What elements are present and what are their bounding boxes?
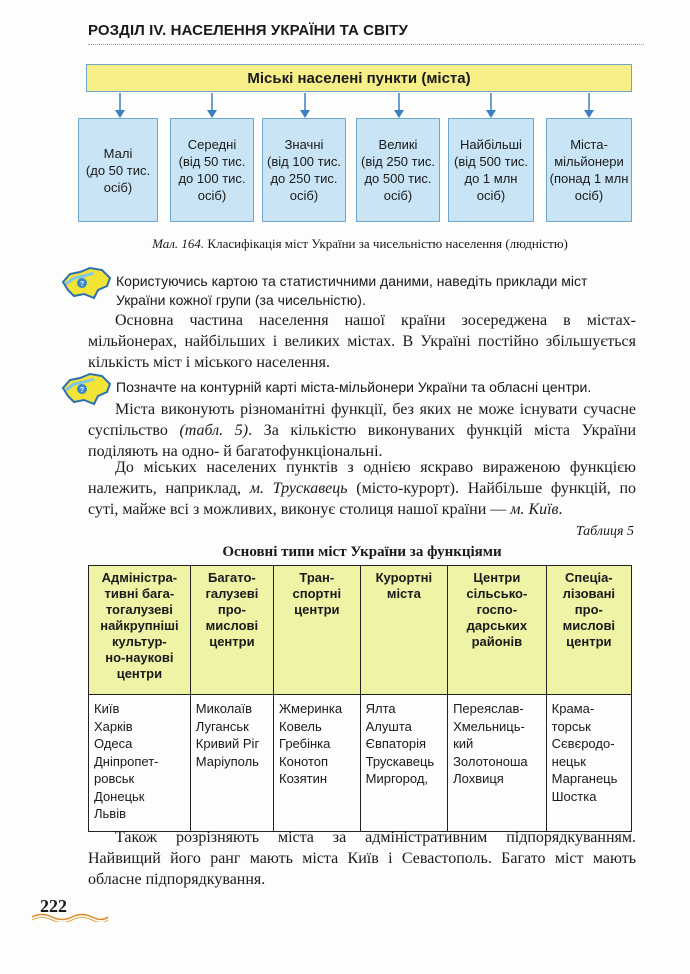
city-name: м. Київ (510, 501, 559, 518)
category-box-small: Малі (до 50 тис. осіб) (78, 118, 158, 222)
arrow-down-icon (583, 93, 595, 119)
ukraine-map-icon (60, 264, 112, 304)
table-reference: (табл. 5) (179, 422, 249, 439)
task-instruction: Користуючись картою та статистичними даними, наведіть приклади міст України кожної групи (за чисельністю). (116, 273, 588, 308)
paragraph-text: . (558, 501, 563, 518)
table-header-row (89, 566, 632, 695)
table-header: Центри сільсько- госпо- дарських районів (448, 566, 547, 695)
category-box-medium: Середні (від 50 тис. до 100 тис. осіб) (170, 118, 254, 222)
paragraph (88, 457, 636, 520)
table-header: Спеціа- лізовані про- мислові центри (546, 566, 631, 695)
table-header: Адміністра- тивні бага- тогалузеві найкрупніші культур- но-наукові центри (89, 566, 191, 695)
svg-text:?: ? (79, 281, 85, 288)
paragraph-text: До міських населених пунктів з однією яскраво вираженою функцією належить, наприклад, (88, 459, 636, 497)
table-title: Основні типи міст України за функціями (222, 544, 502, 560)
figure-caption (90, 236, 630, 252)
table-header: Багато- галузеві про- мислові центри (190, 566, 273, 695)
paragraph (88, 399, 636, 462)
arrow-down-icon (206, 93, 218, 119)
city-functions-table (88, 565, 632, 832)
city-name: м. Трускавець (249, 480, 348, 497)
table-cell: Миколаїв Луганськ Кривий Ріг Маріуполь (190, 695, 273, 832)
arrow-down-icon (485, 93, 497, 119)
table-cell: Крама- торськ Сєвєродо- нецьк Марганець Шостка (546, 695, 631, 832)
diagram-top-box: Міські населені пункти (міста) (86, 64, 632, 92)
category-box-largest: Найбільші (від 500 тис. до 1 млн осіб) (448, 118, 534, 222)
table-row (89, 695, 632, 832)
paragraph: Основна частина населення нашої країни зосереджена в містах-мільйонерах, найбільших і великих містах. В Україні постійно збільшується кількість міст і міського населення. (88, 312, 636, 371)
category-box-significant: Значні (від 100 тис. до 250 тис. осіб) (262, 118, 346, 222)
paragraph-text: . За кількістю виконуваних функцій міста України поділяють на одно- й багатофункціональні. (88, 422, 637, 460)
svg-text:?: ? (79, 387, 85, 394)
caption-text: Класифікація міст України за чисельністю населення (людністю) (204, 236, 568, 251)
paragraph-text: (місто-курорт). Найбільше функцій, по суті, майже всі з можливих, виконує столиця нашої країни — (88, 480, 637, 518)
task-instruction: Позначте на контурній карті міста-мільйонери України та обласні центри. (116, 379, 592, 395)
paragraph-text: Міста виконують різноманітні функції, без яких не може існувати сучасне суспільство (88, 401, 636, 439)
table-cell: Ялта Алушта Євпаторія Трускавець Миргород, (360, 695, 447, 832)
category-box-large: Великі (від 250 тис. до 500 тис. осіб) (356, 118, 440, 222)
table-cell: Київ Харків Одеса Дніпропет- ровськ Донецьк Львів (89, 695, 191, 832)
table-cell: Жмеринка Ковель Гребінка Конотоп Козятин (274, 695, 361, 832)
table-header: Тран- спортні центри (274, 566, 361, 695)
arrow-down-icon (393, 93, 405, 119)
category-box-millionaires: Міста- мільйонери (понад 1 млн осіб) (546, 118, 632, 222)
table-header: Курортні міста (360, 566, 447, 695)
arrow-down-icon (114, 93, 126, 119)
paragraph: Також розрізняють міста за адміністративним підпорядкуванням. Найвищий його ранг мають міста Київ і Севастополь. Багато міст мають обласне підпорядкування. (88, 829, 636, 888)
table-number: Таблиця 5 (575, 524, 634, 539)
page-number: 222 (40, 896, 67, 916)
section-header: РОЗДІЛ IV. НАСЕЛЕННЯ УКРАЇНИ ТА СВІТУ (88, 22, 408, 39)
header-divider (88, 44, 644, 45)
page-ornament (30, 912, 110, 922)
arrow-down-icon (299, 93, 311, 119)
table-cell: Переяслав- Хмельниць- кий Золотоноша Лохвиця (448, 695, 547, 832)
caption-label: Мал. 164. (152, 236, 205, 251)
